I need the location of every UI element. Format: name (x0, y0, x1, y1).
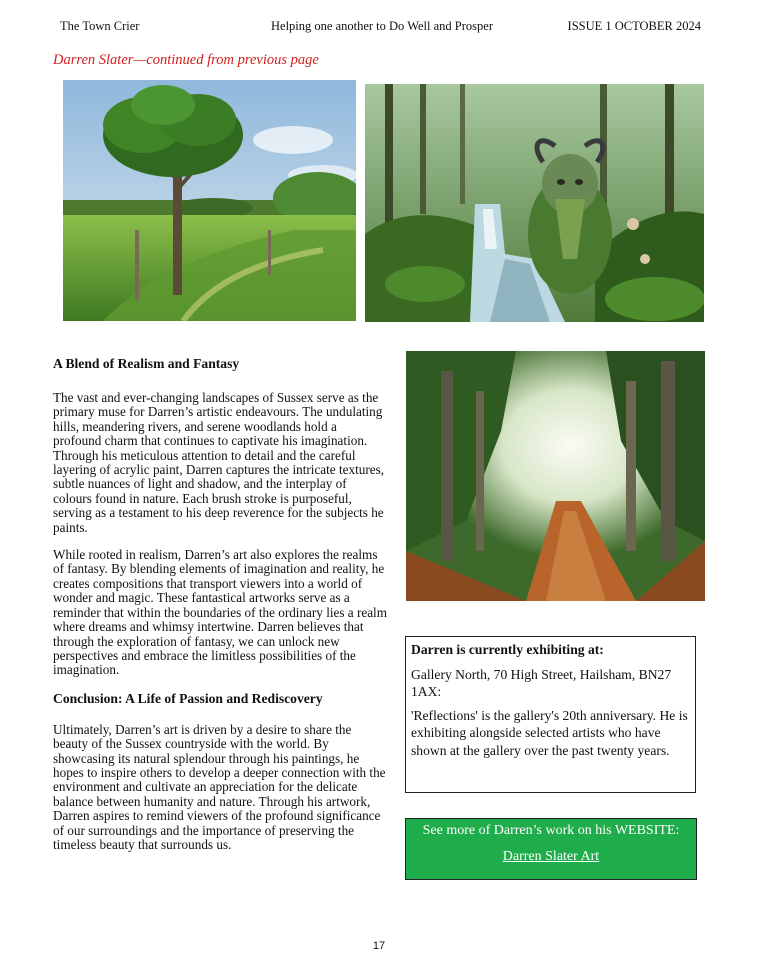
publication-name: The Town Crier (60, 19, 140, 33)
exhibition-heading: Darren is currently exhibiting at: (411, 642, 604, 657)
exhibition-box (405, 636, 696, 793)
article-body (53, 356, 387, 865)
meadow-tree-painting (63, 80, 356, 321)
website-link[interactable]: Darren Slater Art (502, 849, 600, 864)
website-label: See more of Darren’s work on his WEBSITE: (422, 823, 680, 838)
article-paragraph: Ultimately, Darren’s art is driven by a desire to share the beauty of the Sussex countryside with the world. By showcasing its natural splendour through his paintings, he hopes to inspire others to develop a deeper connection with the environment and cultivate an appreciation for the delicate balance between humanity and nature. Through his artwork, Darren aspires to remind viewers of the profound significance of our surroundings and the importance of preserving the timeless beauty that surrounds us. (53, 721, 386, 852)
forest-guardian-painting (365, 84, 704, 322)
continued-note: Darren Slater—continued from previous page (53, 52, 319, 68)
page-number: 17 (372, 940, 386, 952)
woodland-path-painting (406, 351, 705, 601)
gallery-address: Gallery North, 70 High Street, Hailsham, BN27 1AX: (411, 666, 672, 699)
publication-tagline: Helping one another to Do Well and Prosper (271, 19, 493, 33)
section-heading-realism-fantasy: A Blend of Realism and Fantasy (53, 356, 240, 371)
article-paragraph: While rooted in realism, Darren’s art also explores the realms of fantasy. By blending elements of imagination and reality, he creates compositions that transport viewers into a world of wonder and magic. These fantastical artworks serve as a reminder that within the boundaries of the ordinary lies a realm where dreams and whimsy intertwine. Darren believes that through the exploration of fantasy, we can unlock new perspectives and embrace the limitless possibilities of the imagination. (53, 547, 387, 678)
section-heading-conclusion: Conclusion: A Life of Passion and Rediscovery (53, 690, 323, 706)
website-box (405, 818, 697, 880)
page-header (0, 19, 758, 37)
issue-date: ISSUE 1 OCTOBER 2024 (567, 19, 701, 33)
exhibition-details: 'Reflections' is the gallery's 20th anniversary. He is exhibiting alongside selected artists who have shown at the gallery over the past twenty years. (411, 707, 688, 758)
article-paragraph: The vast and ever-changing landscapes of Sussex serve as the primary muse for Darren’s artistic endeavours. The undulating hills, meandering rivers, and serene woodlands hold a profound charm that continues to captivate his imagination. Through his meticulous attention to detail and the careful layering of acrylic paint, Darren captures the intricate textures, subtle nuances of light and shadow, and the interplay of colours found in nature. Each brush stroke is purposeful, serving as a testament to his deep reverence for the subjects he paints. (53, 390, 385, 535)
